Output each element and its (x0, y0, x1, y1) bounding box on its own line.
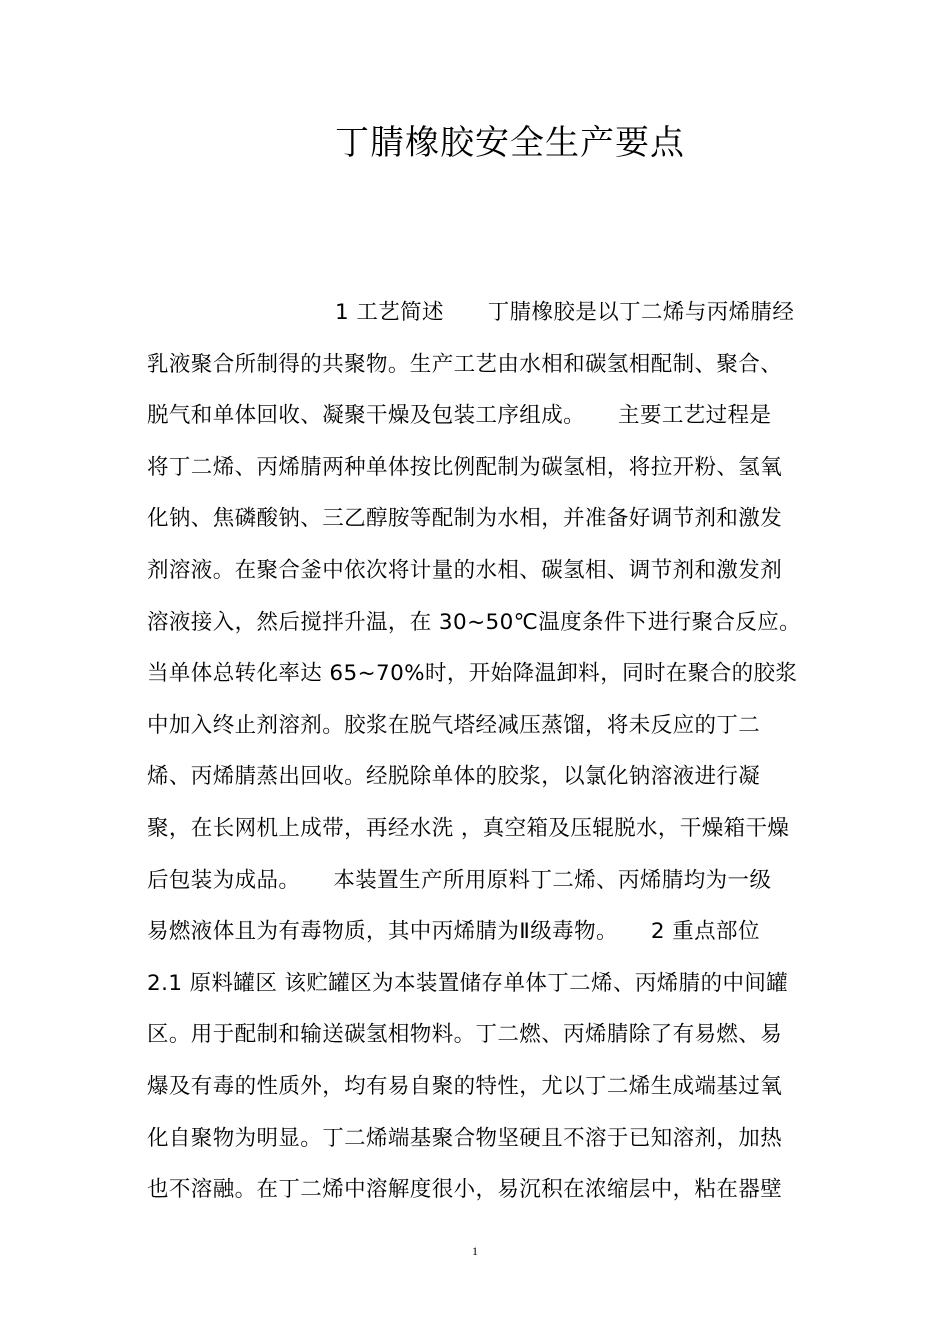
document-title: 丁腈橡胶安全生产要点 (335, 123, 685, 163)
body-line: 乳液聚合所制得的共聚物。生产工艺由水相和碳氢相配制、聚合、 (147, 351, 783, 377)
body-line: 化钠、焦磷酸钠、三乙醇胺等配制为水相，并准备好调节剂和激发 (147, 506, 783, 532)
body-line: 爆及有毒的性质外，均有易自聚的特性，尤以丁二烯生成端基过氧 (147, 1073, 783, 1099)
body-line: 当单体总转化率达 65~70%时，开始降温卸料，同时在聚合的胶浆 (147, 661, 798, 687)
body-line: 将丁二烯、丙烯腈两种单体按比例配制为碳氢相，将拉开粉、氢氧 (147, 454, 783, 480)
body-line: 化自聚物为明显。丁二烯端基聚合物坚硬且不溶于已知溶剂，加热 (147, 1125, 783, 1151)
body-line: 2.1 原料罐区 该贮罐区为本装置储存单体丁二烯、丙烯腈的中间罐 (147, 970, 789, 996)
page-number: 1 (472, 1244, 478, 1258)
body-line: 1 工艺简述 丁腈橡胶是以丁二烯与丙烯腈经 (335, 300, 795, 325)
body-line: 后包装为成品。 本装置生产所用原料丁二烯、丙烯腈均为一级 (147, 867, 772, 893)
body-line: 中加入终止剂溶剂。胶浆在脱气塔经减压蒸馏，将未反应的丁二 (147, 712, 761, 738)
body-line: 也不溶融。在丁二烯中溶解度很小，易沉积在浓缩层中，粘在器壁 (147, 1177, 783, 1203)
body-line: 区。用于配制和输送碳氢相物料。丁二燃、丙烯腈除了有易燃、易 (147, 1022, 783, 1048)
body-line: 易燃液体且为有毒物质，其中丙烯腈为Ⅱ级毒物。 2 重点部位 (147, 919, 760, 945)
body-line: 聚，在长网机上成带，再经水洗 ，真空箱及压辊脱水，干燥箱干燥 (147, 815, 790, 841)
body-line: 烯、丙烯腈蒸出回收。经脱除单体的胶浆，以氯化钠溶液进行凝 (147, 764, 761, 790)
body-line: 脱气和单体回收、凝聚干燥及包装工序组成。 主要工艺过程是 (147, 403, 772, 429)
document-body (147, 287, 837, 1216)
body-line: 剂溶液。在聚合釜中依次将计量的水相、碳氢相、调节剂和激发剂 (147, 557, 783, 583)
body-line: 溶液接入，然后搅拌升温，在 30~50℃温度条件下进行聚合反应。 (147, 609, 802, 635)
